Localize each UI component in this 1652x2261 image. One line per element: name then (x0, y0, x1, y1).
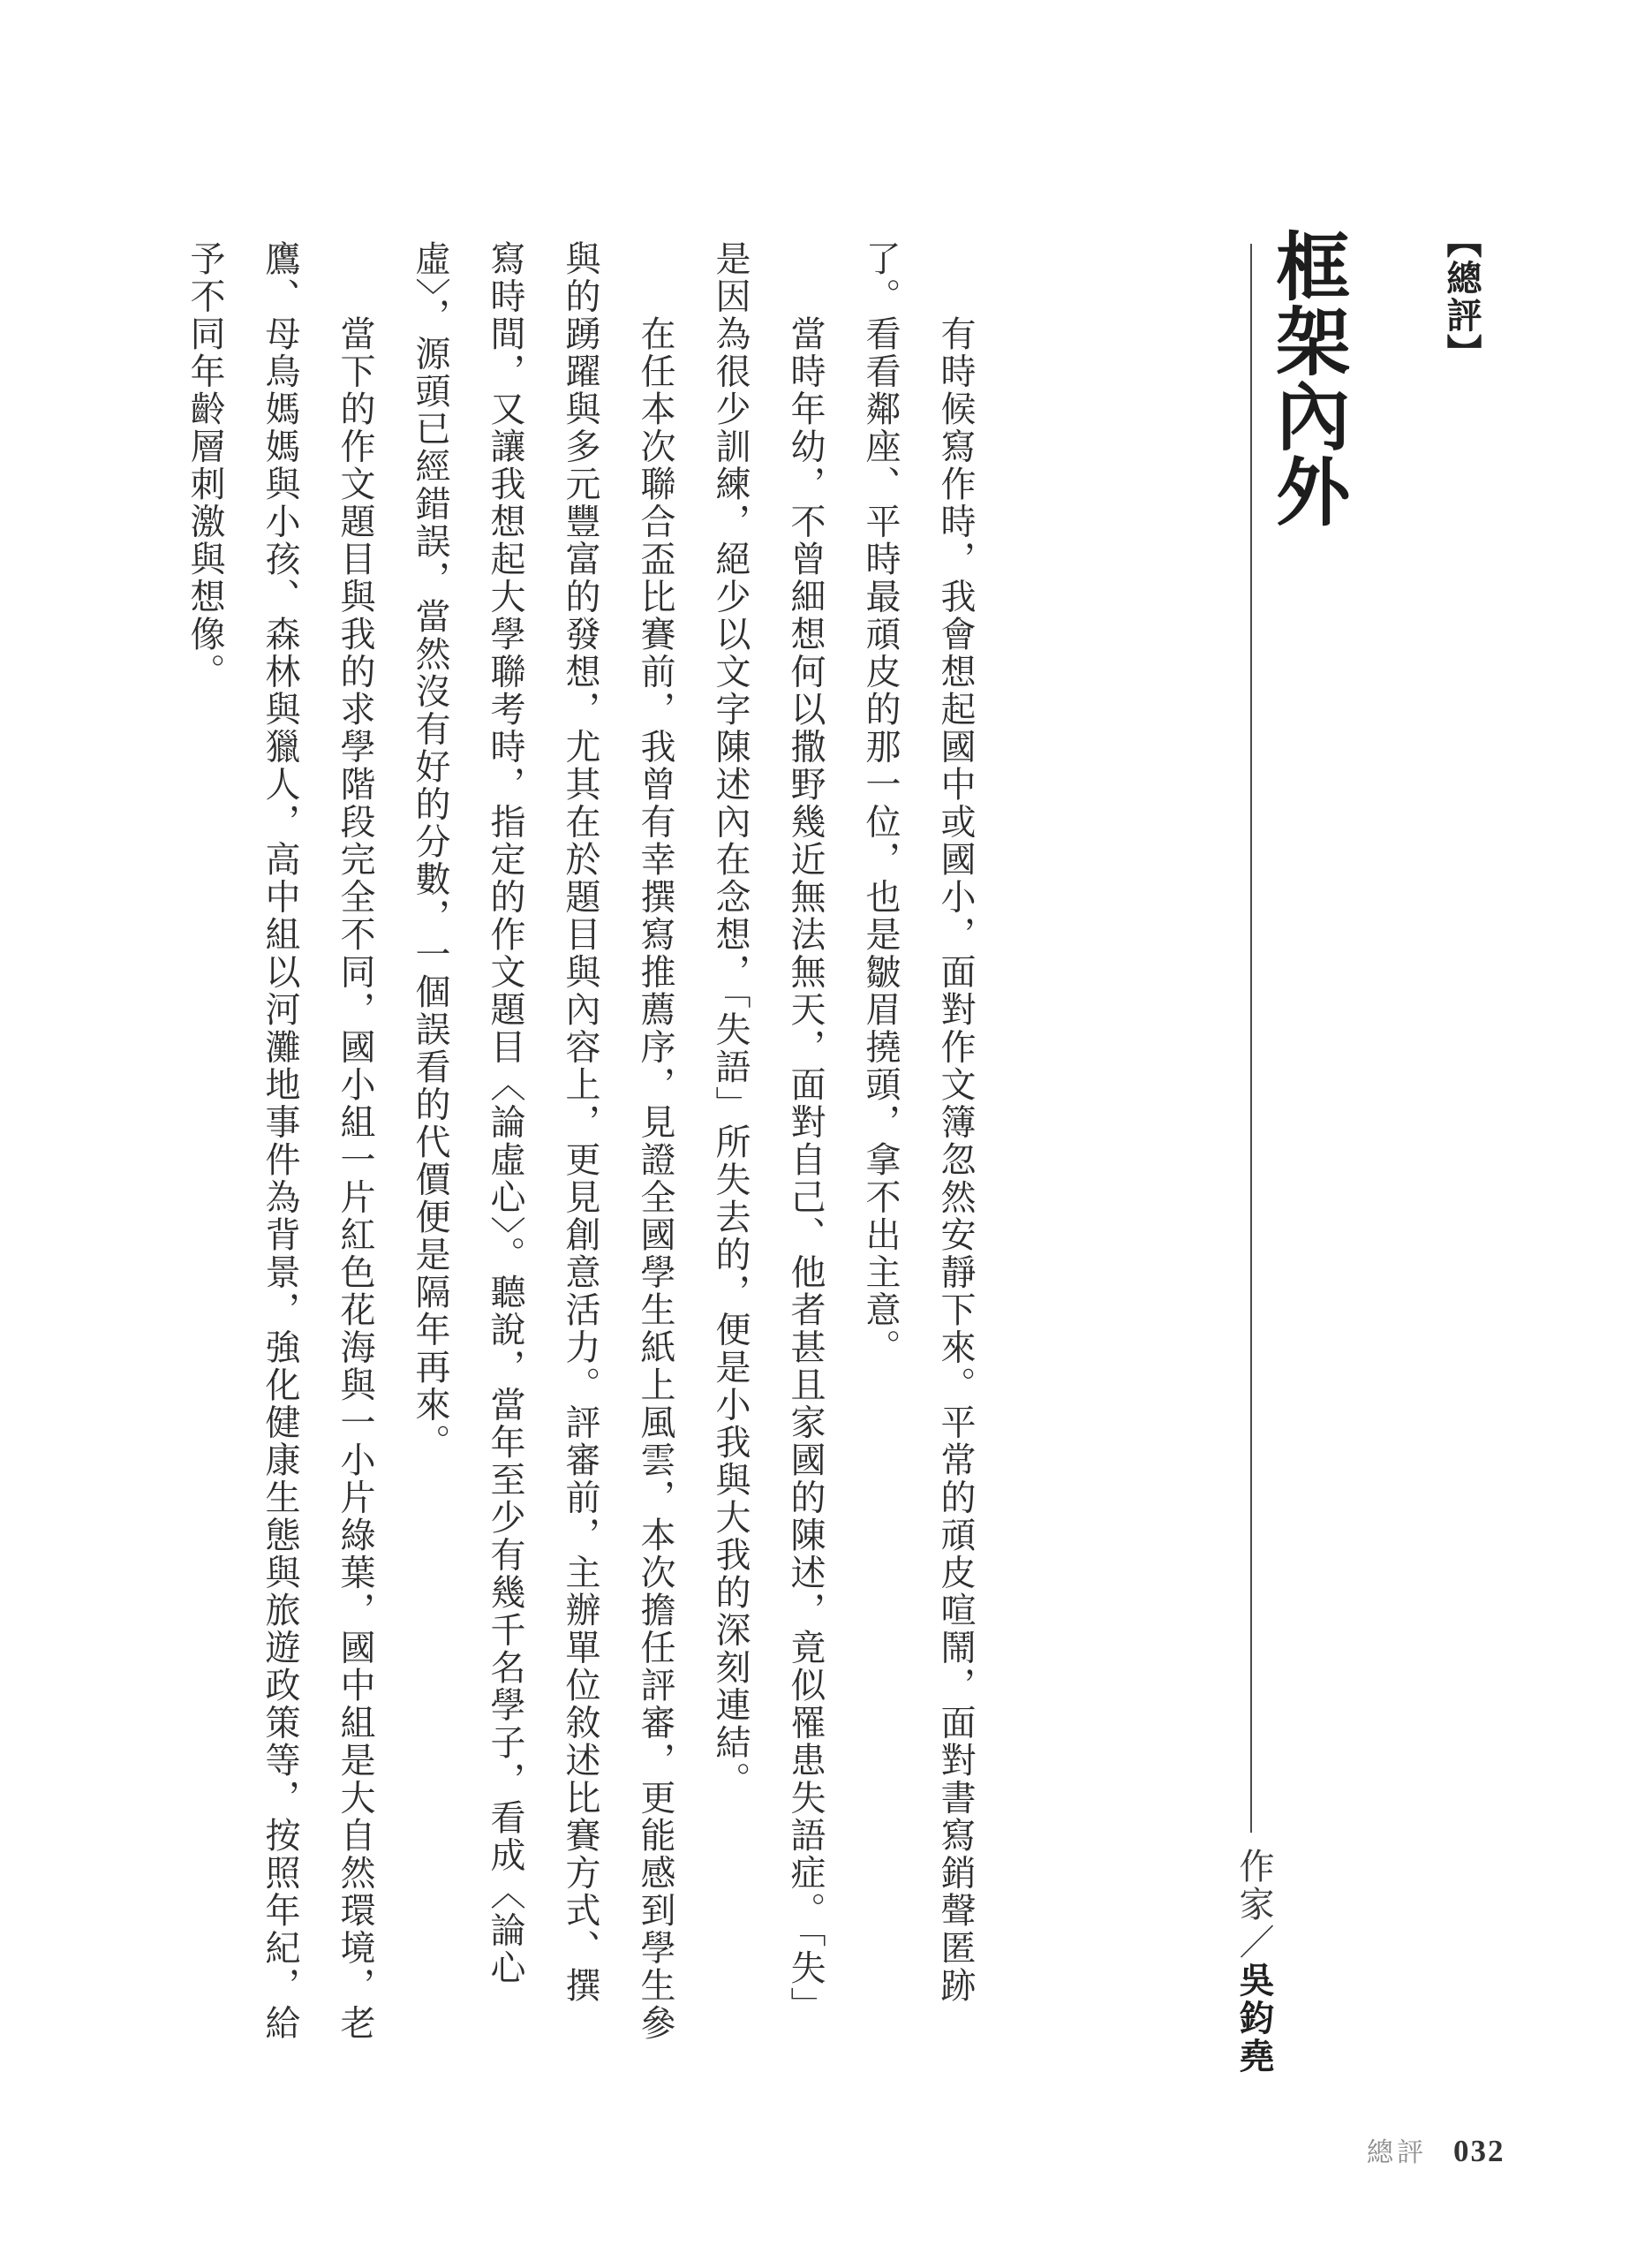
text-column: 虛〉，源頭已經錯誤，當然沒有好的分數，一個誤看的代價便是隔年再來。 (411, 240, 450, 1462)
page-title: 框架內外 (1264, 228, 1347, 528)
body-text (168, 240, 993, 2051)
text-column: 有時候寫作時，我會想起國中或國小，面對作文簿忽然安靜下來。平常的頑皮喧鬧，面對書寫銷聲匿跡 (936, 315, 976, 2005)
section-label: 【總評】 (1442, 223, 1482, 371)
footer-page-number: 032 (1453, 2134, 1505, 2168)
text-column: 與的踴躍與多元豐富的發想，尤其在於題目與內容上，更見創意活力。評審前，主辦單位敘述比賽方式、撰 (561, 240, 600, 2005)
text-column: 是因為很少訓練，絕少以文字陳述內在念想，「失語」所失去的，便是小我與大我的深刻連結。 (711, 240, 751, 1799)
text-column: 當下的作文題目與我的求學階段完全不同，國小組一片紅色花海與一小片綠葉，國中組是大自然環境，老 (336, 315, 375, 2042)
author-separator: ／ (1234, 1924, 1274, 1962)
author-prefix: 作家 (1234, 1848, 1274, 1924)
text-column: 了。看看鄰座、平時最頑皮的那一位，也是皺眉撓頭，拿不出主意。 (861, 240, 901, 1366)
text-column: 在任本次聯合盃比賽前，我曾有幸撰寫推薦序，見證全國學生紙上風雲，本次擔任評審，更能感到學生參 (636, 315, 675, 2042)
footer-section-label: 總評 (1367, 2138, 1427, 2167)
text-column: 鷹、母鳥媽媽與小孩、森林與獵人，高中組以河灘地事件為背景，強化健康生態與旅遊政策等，按照年紀，給 (260, 240, 300, 2042)
text-column: 寫時間，又讓我想起大學聯考時，指定的作文題目〈論虛心〉。聽說，當年至少有幾千名學子，看成〈論心 (486, 240, 525, 1987)
divider-rule (1250, 244, 1252, 1833)
text-column: 當時年幼，不曾細想何以撒野幾近無法無天，面對自己、他者甚且家國的陳述，竟似罹患失語症。「失」 (786, 315, 826, 2024)
text-column: 予不同年齡層刺激與想像。 (185, 240, 225, 691)
author-line (1233, 1848, 1274, 2076)
author-name: 吳鈞堯 (1234, 1962, 1274, 2076)
footer (1367, 2130, 1505, 2169)
